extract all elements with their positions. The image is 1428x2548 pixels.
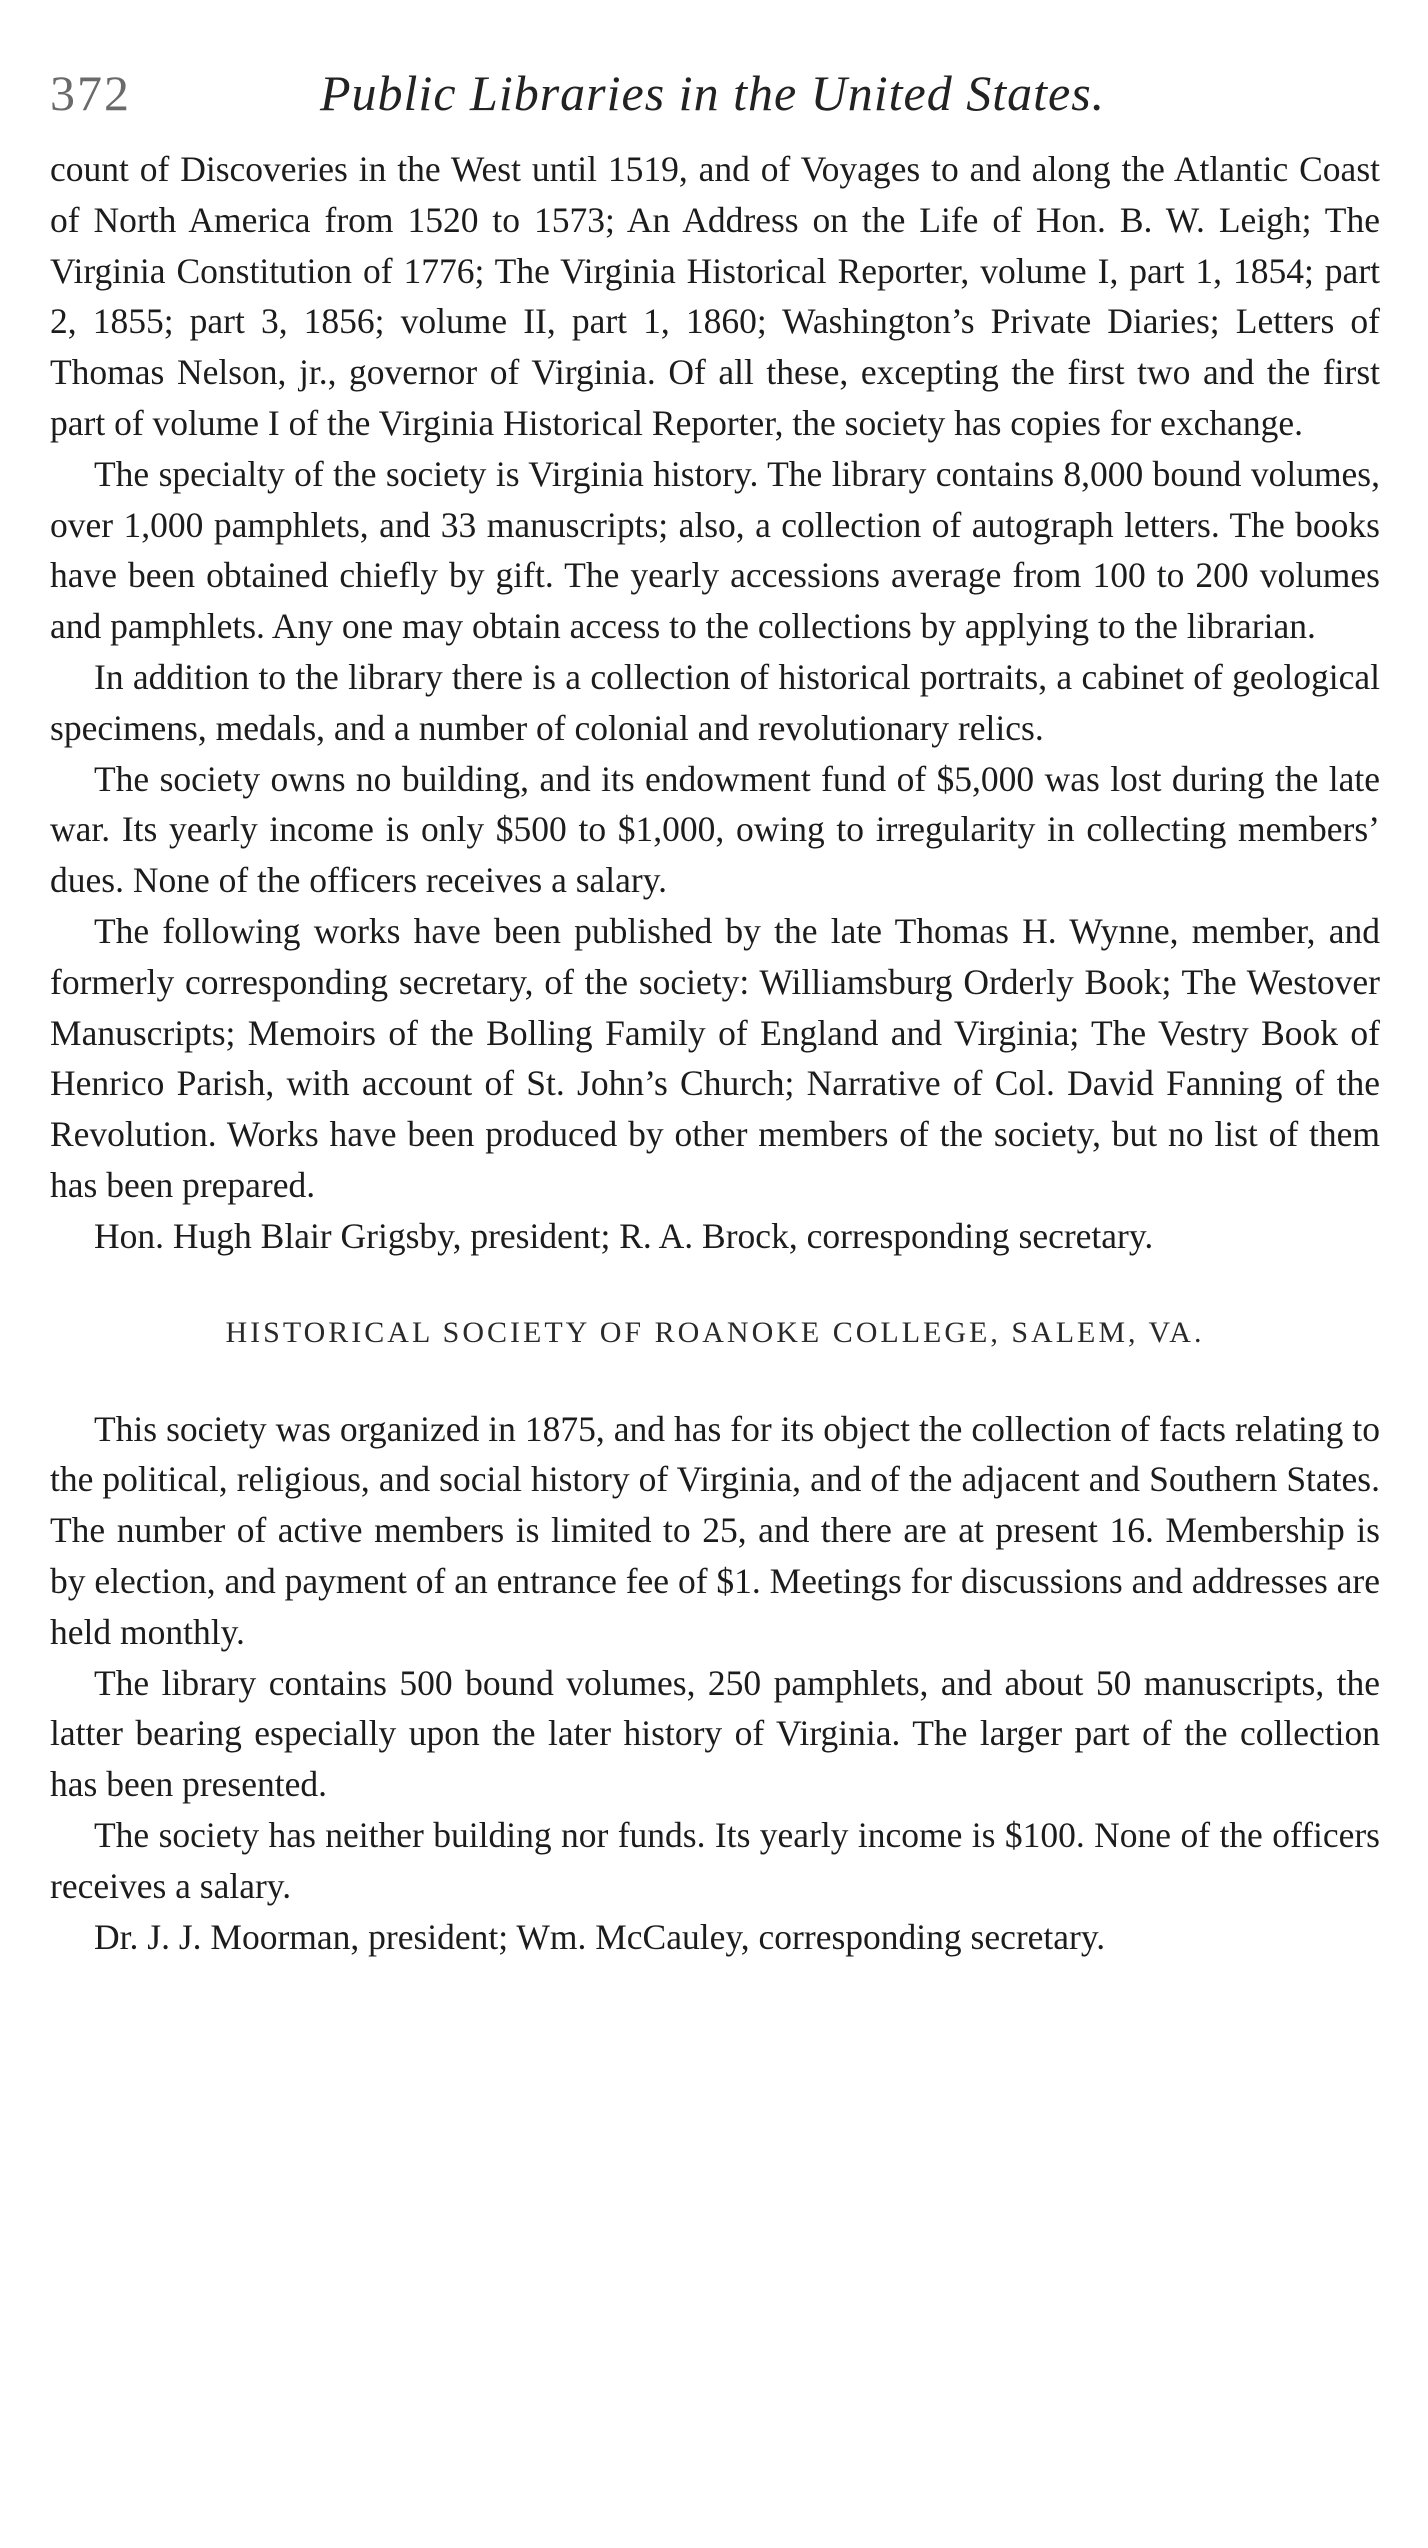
paragraph-library: The library contains 500 bound volumes, 250 pamphlets, and about 50 manuscripts, the latter bearing especially upon the later history of Virginia. The larger part of the collection has been presented. — [50, 1662, 1380, 1805]
paragraph-specialty: The specialty of the society is Virginia history. The library contains 8,000 bound volumes, over 1,000 pamphlets, and 33 manuscripts; also, a collection of autograph letters. The books have been obtained chiefly by gift. The yearly accessions average from 100 to 200 volumes and pamphlets. Any one may obtain access to the collections by applying to the librarian. — [50, 453, 1380, 647]
paragraph-publications: The following works have been published by the late Thomas H. Wynne, member, and formerly corresponding secretary, of the society: Williamsburg Orderly Book; The Westover Manuscripts; Memoirs of the Bolling Family of England and Virginia; The Vestry Book of Henrico Parish, with account of St. John’s Church; Narrative of Col. David Fanning of the Revolution. Works have been produced by other members of the society, but no list of them has been prepared. — [50, 910, 1380, 1205]
paragraph-collections: In addition to the library there is a collection of historical portraits, a cabinet of geological specimens, medals, and a number of colonial and revolutionary relics. — [50, 656, 1380, 748]
paragraph-funds: The society has neither building nor funds. Its yearly income is $100. None of the officers receives a salary. — [50, 1814, 1380, 1906]
running-title: Public Libraries in the United States. — [320, 65, 1106, 121]
page-number: 372 — [50, 65, 131, 121]
body-text — [50, 144, 1380, 1962]
paragraph-officers: Hon. Hugh Blair Grigsby, president; R. A. Brock, corresponding secretary. — [94, 1215, 1154, 1256]
paragraph-officers-roanoke: Dr. J. J. Moorman, president; Wm. McCauley, corresponding secretary. — [94, 1916, 1106, 1957]
running-header — [50, 58, 1390, 128]
paragraph-finances: The society owns no building, and its endowment fund of $5,000 was lost during the late war. Its yearly income is only $500 to $1,000, owing to irregularity in collecting members’ dues. None of the officers receives a salary. — [50, 758, 1380, 901]
paragraph-organization: This society was organized in 1875, and has for its object the collection of facts relating to the political, religious, and social history of Virginia, and of the adjacent and Southern States. The number of active members is limited to 25, and there are at present 16. Membership is by election, and payment of an entrance fee of $1. Meetings for discussions and addresses are held monthly. — [50, 1408, 1380, 1652]
paragraph-continued: count of Discoveries in the West until 1519, and of Voyages to and along the Atlantic Coast of North America from 1520 to 1573; An Address on the Life of Hon. B. W. Leigh; The Virginia Constitution of 1776; The Virginia Historical Reporter, volume I, part 1, 1854; part 2, 1855; part 3, 1856; volume II, part 1, 1860; Washington’s Private Diaries; Letters of Thomas Nelson, jr., governor of Virginia. Of all these, excepting the first two and the first part of volume I of the Virginia Historical Reporter, the society has copies for exchange. — [50, 149, 1380, 443]
section-heading: HISTORICAL SOCIETY OF ROANOKE COLLEGE, SALEM, VA. — [225, 1315, 1205, 1349]
